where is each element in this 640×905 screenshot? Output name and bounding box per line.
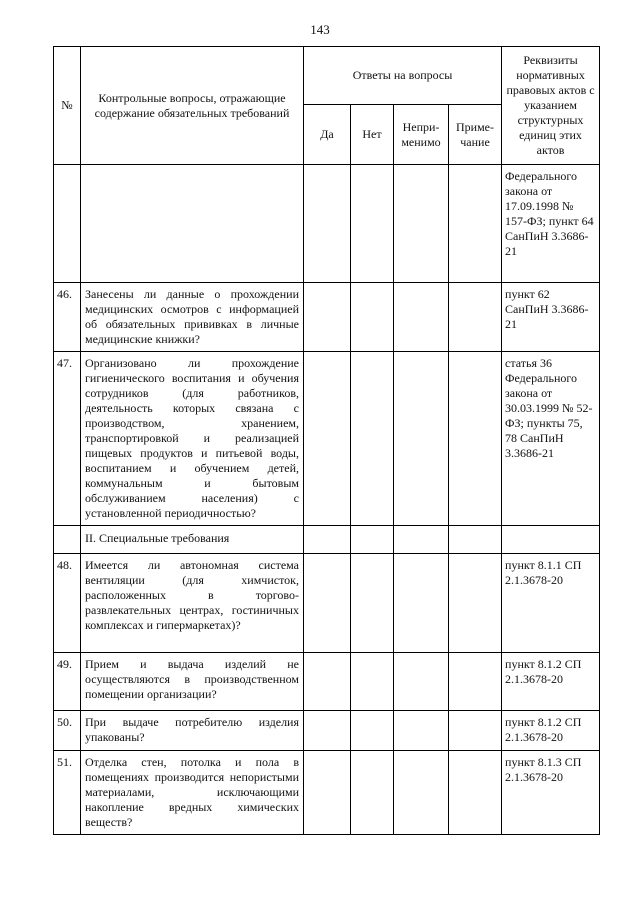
note-cell xyxy=(449,165,502,283)
na-cell xyxy=(394,653,449,711)
na-cell xyxy=(394,526,449,554)
yes-cell xyxy=(304,711,351,751)
no-cell xyxy=(351,751,394,835)
yes-cell xyxy=(304,526,351,554)
ref-cell: пункт 62 СанПиН 3.3686-21 xyxy=(502,283,600,352)
question-cell: Имеется ли автономная система вентиляции (для химчисток, расположенных в торгово-развлекательных центрах, гостиничных комплексах и гипермаркетах)? xyxy=(81,554,304,653)
note-cell xyxy=(449,526,502,554)
na-cell xyxy=(394,165,449,283)
question-cell: Организовано ли прохождение гигиенического воспитания и обучения сотрудников (для работников, деятельность которых связана с производством, хранением, транспортировкой и реализацией пищевых продуктов и питьевой воды, воспитанием и обучением детей, коммунальным и бытовым обслуживанием населения) с установленной периодичностью? xyxy=(81,352,304,526)
num-cell: 46. xyxy=(54,283,81,352)
num-cell: 51. xyxy=(54,751,81,835)
table-row xyxy=(54,352,600,526)
num-cell: 49. xyxy=(54,653,81,711)
section-title: II. Специальные требования xyxy=(81,526,304,554)
ref-cell: Федерального закона от 17.09.1998 № 157-ФЗ; пункт 64 СанПиН 3.3686-21 xyxy=(502,165,600,283)
na-cell xyxy=(394,352,449,526)
col-note-header: Приме- чание xyxy=(449,105,502,165)
table-row xyxy=(54,711,600,751)
ref-cell: пункт 8.1.3 СП 2.1.3678-20 xyxy=(502,751,600,835)
question-cell: Занесены ли данные о прохождении медицинских осмотров с информацией об обязательных прививках в личные медицинские книжки? xyxy=(81,283,304,352)
ref-cell: статья 36 Федерального закона от 30.03.1999 № 52-ФЗ; пункты 75, 78 СанПиН 3.3686-21 xyxy=(502,352,600,526)
no-cell xyxy=(351,165,394,283)
col-num-header: № xyxy=(54,47,81,165)
yes-cell xyxy=(304,554,351,653)
note-cell xyxy=(449,283,502,352)
no-cell xyxy=(351,711,394,751)
question-cell xyxy=(81,165,304,283)
no-cell xyxy=(351,526,394,554)
num-cell xyxy=(54,526,81,554)
col-yes-header: Да xyxy=(304,105,351,165)
col-no-header: Нет xyxy=(351,105,394,165)
section-row xyxy=(54,526,600,554)
ref-cell: пункт 8.1.1 СП 2.1.3678-20 xyxy=(502,554,600,653)
note-cell xyxy=(449,352,502,526)
table-row xyxy=(54,751,600,835)
page-number: 143 xyxy=(310,22,330,37)
ref-cell: пункт 8.1.2 СП 2.1.3678-20 xyxy=(502,653,600,711)
yes-cell xyxy=(304,165,351,283)
table-row xyxy=(54,653,600,711)
na-cell xyxy=(394,711,449,751)
yes-cell xyxy=(304,653,351,711)
table-row xyxy=(54,165,600,283)
na-cell xyxy=(394,554,449,653)
note-cell xyxy=(449,653,502,711)
checklist-table xyxy=(53,46,600,835)
note-cell xyxy=(449,554,502,653)
table-row xyxy=(54,283,600,352)
no-cell xyxy=(351,352,394,526)
table-row xyxy=(54,554,600,653)
yes-cell xyxy=(304,751,351,835)
note-cell xyxy=(449,751,502,835)
question-cell: При выдаче потребителю изделия упакованы? xyxy=(81,711,304,751)
question-cell: Отделка стен, потолка и пола в помещениях производится непористыми материалами, исключающими накопление вредных химических веществ? xyxy=(81,751,304,835)
question-cell: Прием и выдача изделий не осуществляются в производственном помещении организации? xyxy=(81,653,304,711)
num-cell: 48. xyxy=(54,554,81,653)
col-requisites-header: Реквизиты нормативных правовых актов с указанием структурных единиц этих актов xyxy=(502,47,600,165)
ref-cell: пункт 8.1.2 СП 2.1.3678-20 xyxy=(502,711,600,751)
yes-cell xyxy=(304,352,351,526)
no-cell xyxy=(351,283,394,352)
num-cell: 50. xyxy=(54,711,81,751)
num-cell xyxy=(54,165,81,283)
no-cell xyxy=(351,554,394,653)
na-cell xyxy=(394,751,449,835)
col-question-header: Контрольные вопросы, отражающие содержание обязательных требований xyxy=(81,47,304,165)
na-cell xyxy=(394,283,449,352)
ref-cell xyxy=(502,526,600,554)
col-na-header: Непри- менимо xyxy=(394,105,449,165)
yes-cell xyxy=(304,283,351,352)
col-answers-header: Ответы на вопросы xyxy=(304,47,502,105)
note-cell xyxy=(449,711,502,751)
no-cell xyxy=(351,653,394,711)
num-cell: 47. xyxy=(54,352,81,526)
